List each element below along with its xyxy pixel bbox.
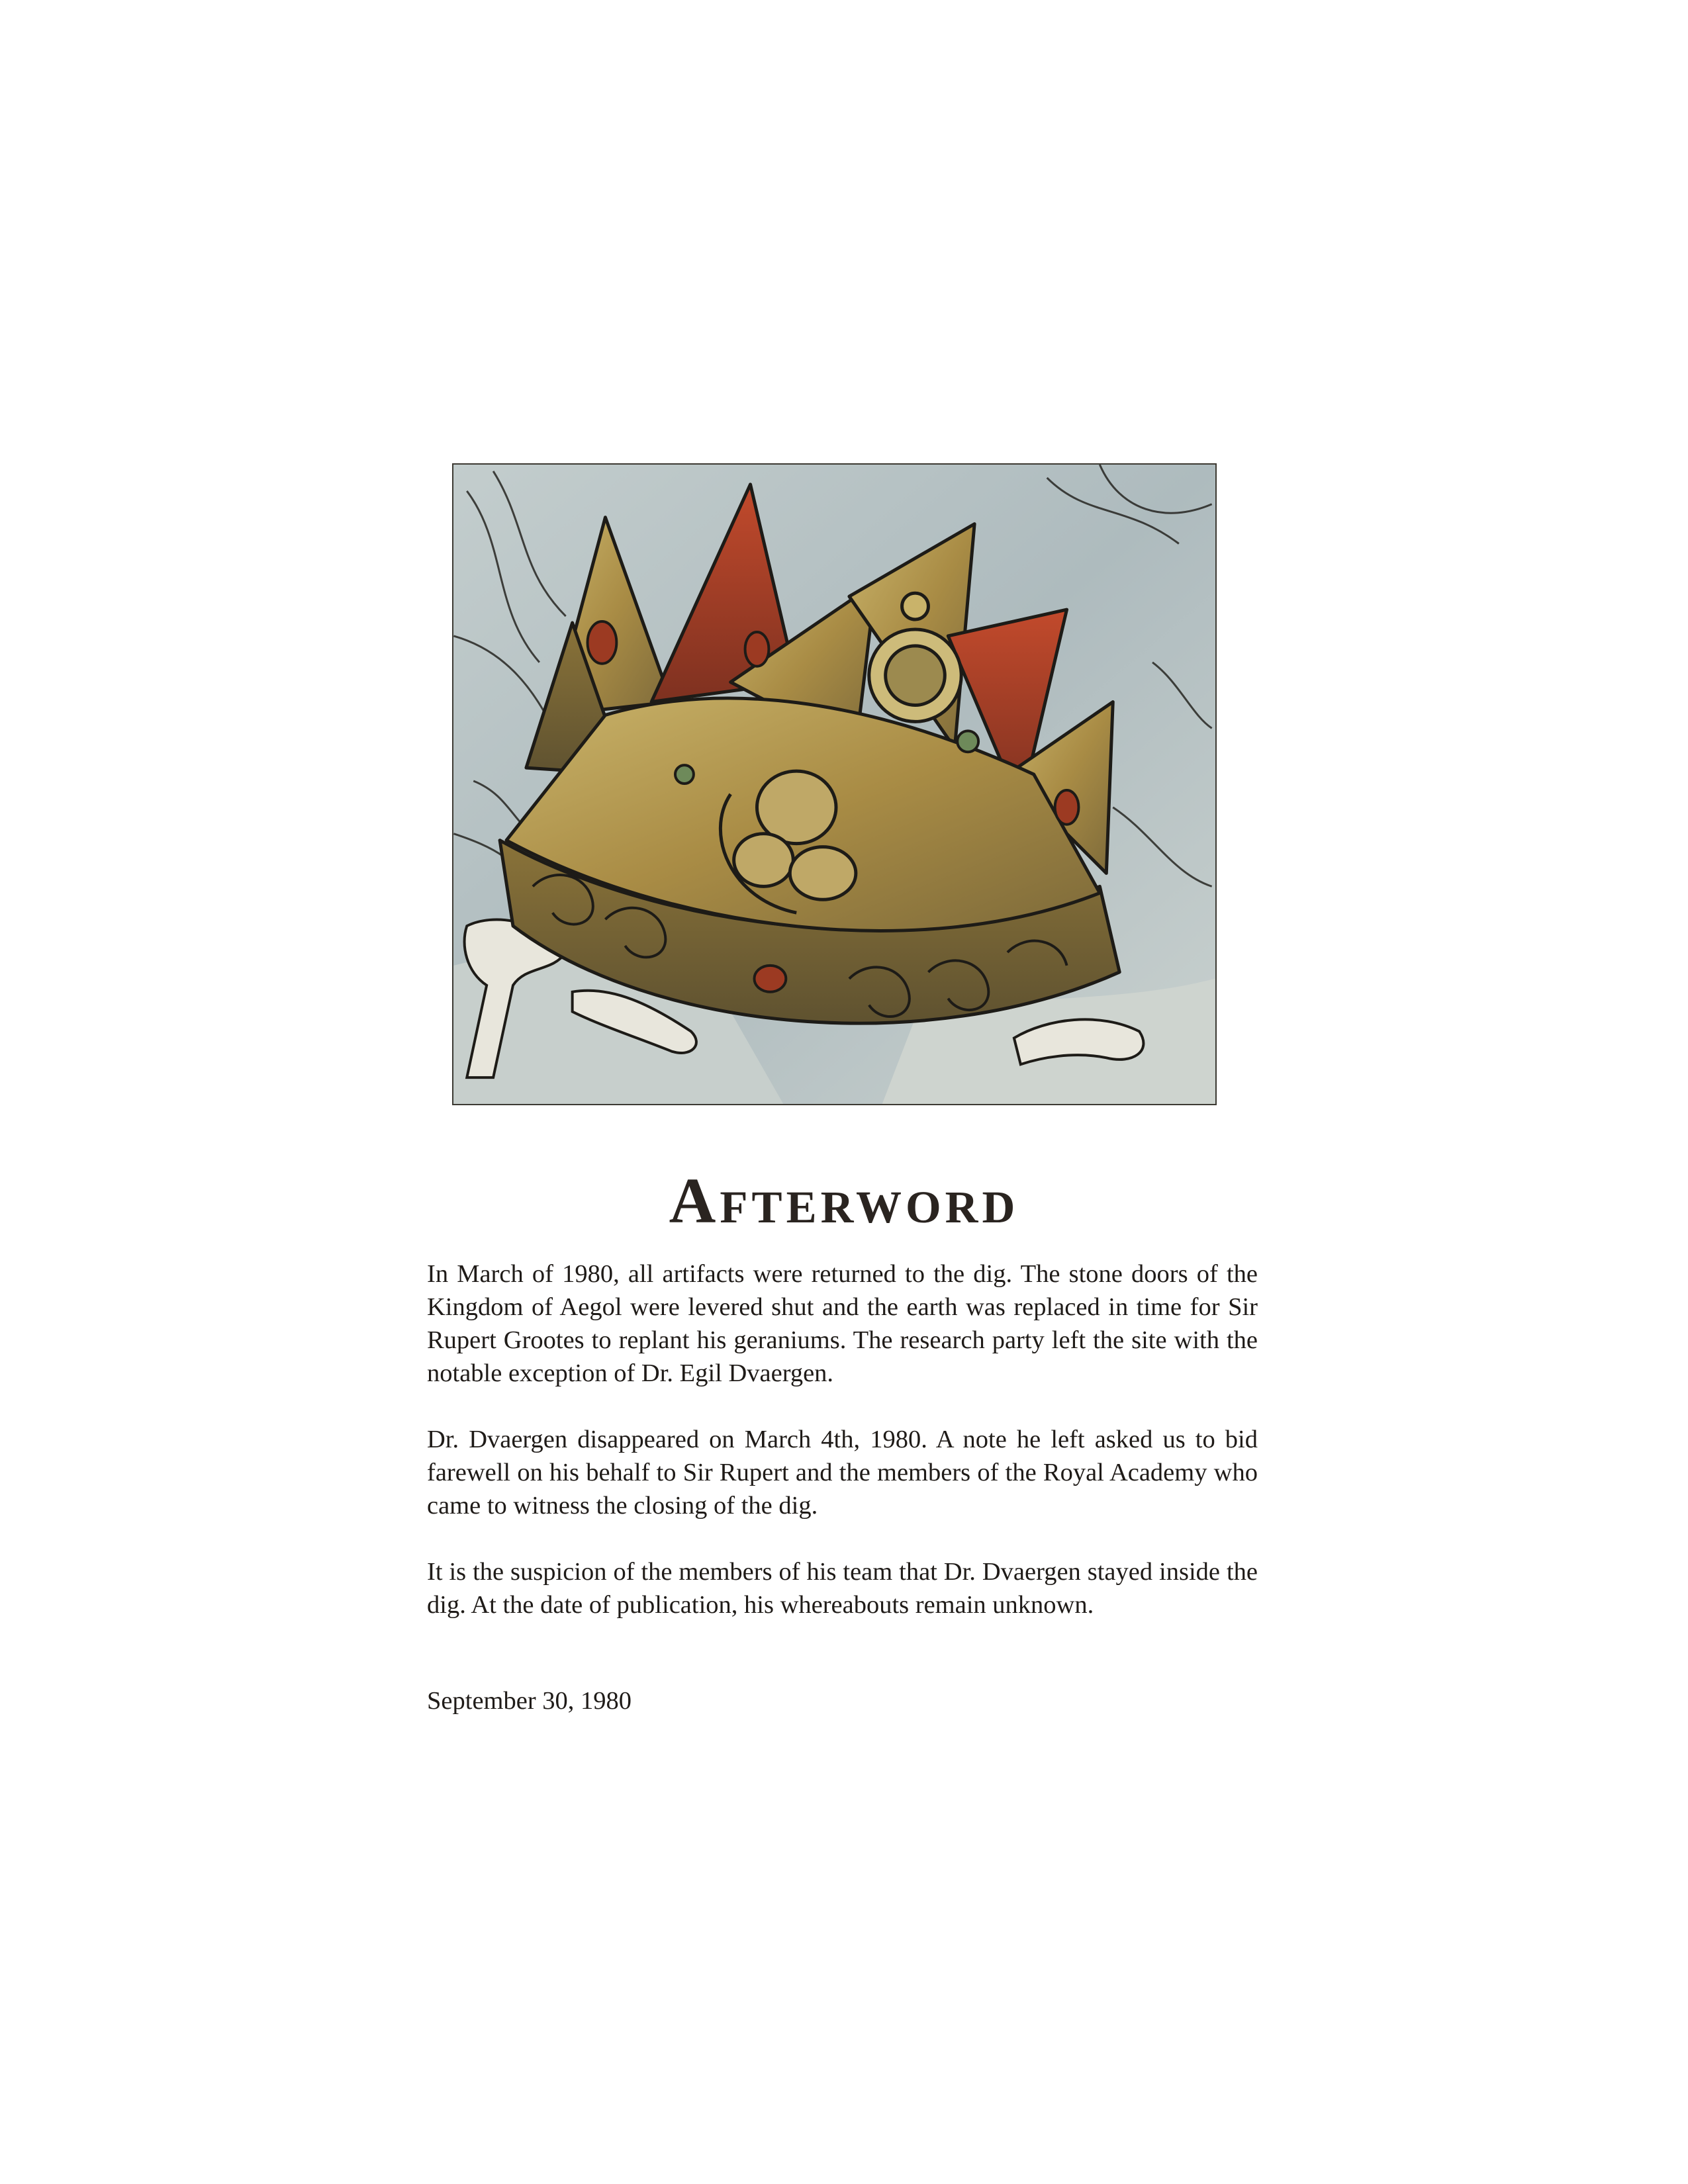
paragraph-2: Dr. Dvaergen disappeared on March 4th, 1980. A note he left asked us to bid farewell on his behalf to Sir Rupert and the members of the Royal Academy who came to witness the closing of the dig.: [427, 1426, 1258, 1520]
publication-date: September 30, 1980: [427, 1687, 632, 1715]
page-title: Afterword: [669, 1165, 1019, 1237]
crown-illustration: [452, 463, 1217, 1105]
paragraph-1: In March of 1980, all artifacts were returned to the dig. The stone doors of the Kingdom of Aegol were levered shut and the earth was replaced in time for Sir Rupert Grootes to replant his geraniums. The research party left the site with the notable exception of Dr. Egil Dvaergen.: [427, 1260, 1258, 1387]
crown-artwork: [453, 465, 1215, 1104]
body-text: [427, 1257, 1258, 1655]
paragraph-3: It is the suspicion of the members of his team that Dr. Dvaergen stayed inside the dig. At the date of publication, his whereabouts remain unknown.: [427, 1558, 1258, 1619]
